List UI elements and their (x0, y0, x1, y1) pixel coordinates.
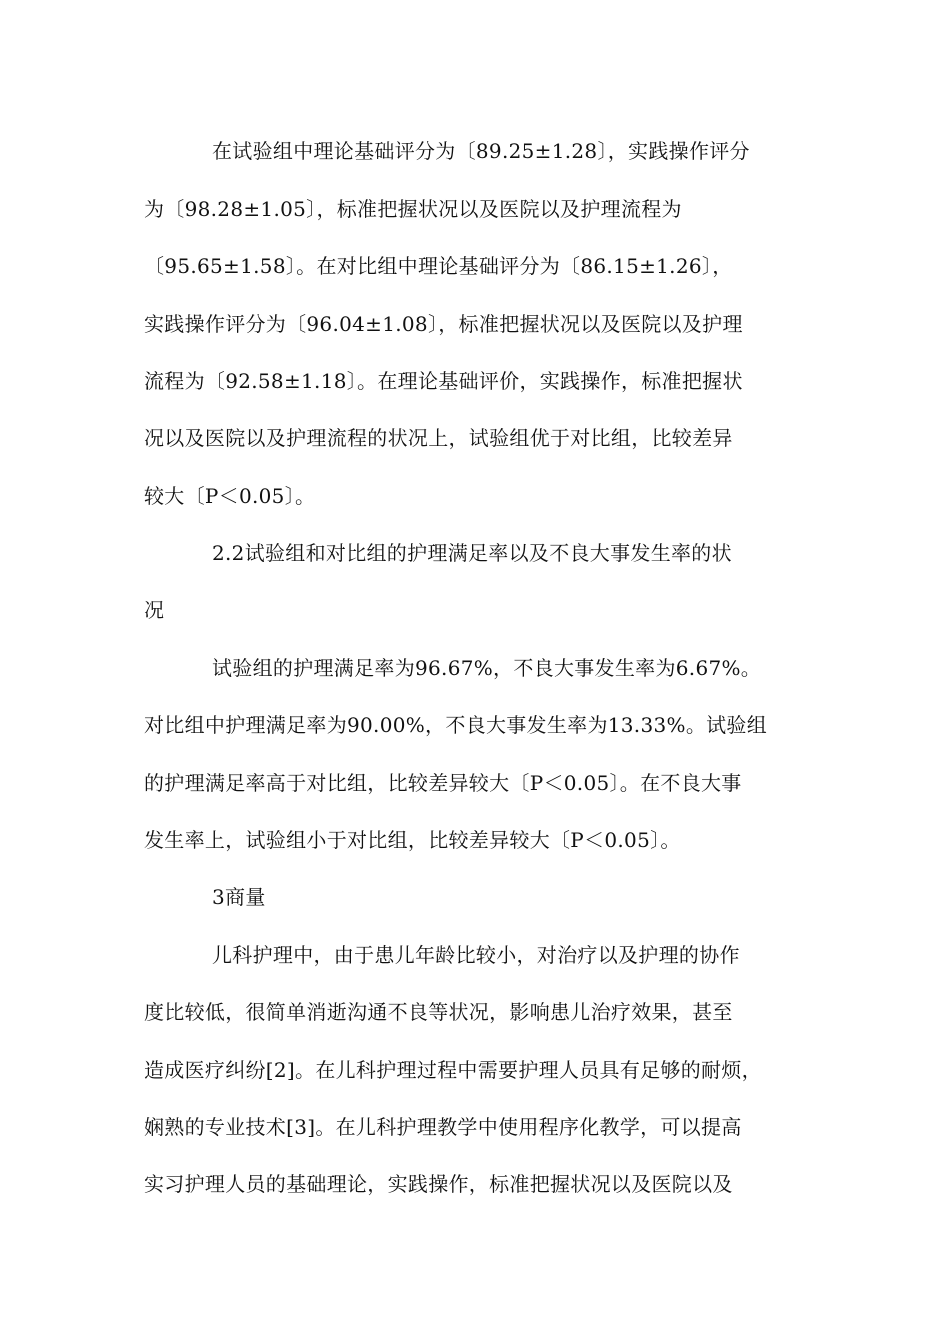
text-line: 儿科护理中，由于患儿年龄比较小，对治疗以及护理的协作 (212, 943, 740, 967)
text-line: 娴熟的专业技术[3]。在儿科护理教学中使用程序化教学，可以提高 (144, 1115, 742, 1139)
text-line: 度比较低，很简单消逝沟通不良等状况，影响患儿治疗效果，甚至 (144, 1000, 733, 1024)
section-heading: 2.2试验组和对比组的护理满足率以及不良大事发生率的状 (212, 541, 732, 565)
text-line: 况以及医院以及护理流程的状况上，试验组优于对比组，比较差异 (144, 426, 733, 450)
text-line: 〔95.65±1.58〕。在对比组中理论基础评分为〔86.15±1.26〕， (144, 254, 733, 278)
text-line: 试验组的护理满足率为96.67%，不良大事发生率为6.67%。 (212, 656, 762, 680)
text-line: 对比组中护理满足率为90.00%，不良大事发生率为13.33%。试验组 (144, 713, 768, 737)
text-line: 实习护理人员的基础理论，实践操作，标准把握状况以及医院以及 (144, 1172, 733, 1196)
text-line: 发生率上，试验组小于对比组，比较差异较大〔P＜0.05〕。 (144, 828, 681, 852)
text-line: 实践操作评分为〔96.04±1.08〕，标准把握状况以及医院以及护理 (144, 312, 743, 336)
text-line: 在试验组中理论基础评分为〔89.25±1.28〕，实践操作评分 (212, 139, 750, 163)
text-line: 为〔98.28±1.05〕，标准把握状况以及医院以及护理流程为 (144, 197, 682, 221)
text-line: 较大〔P＜0.05〕。 (144, 484, 316, 508)
section-heading: 况 (144, 598, 165, 622)
section-heading: 3商量 (212, 885, 266, 909)
text-line: 造成医疗纠纷[2]。在儿科护理过程中需要护理人员具有足够的耐烦， (144, 1058, 762, 1082)
text-line: 流程为〔92.58±1.18〕。在理论基础评价，实践操作，标准把握状 (144, 369, 743, 393)
text-line: 的护理满足率高于对比组，比较差异较大〔P＜0.05〕。在不良大事 (144, 771, 742, 795)
